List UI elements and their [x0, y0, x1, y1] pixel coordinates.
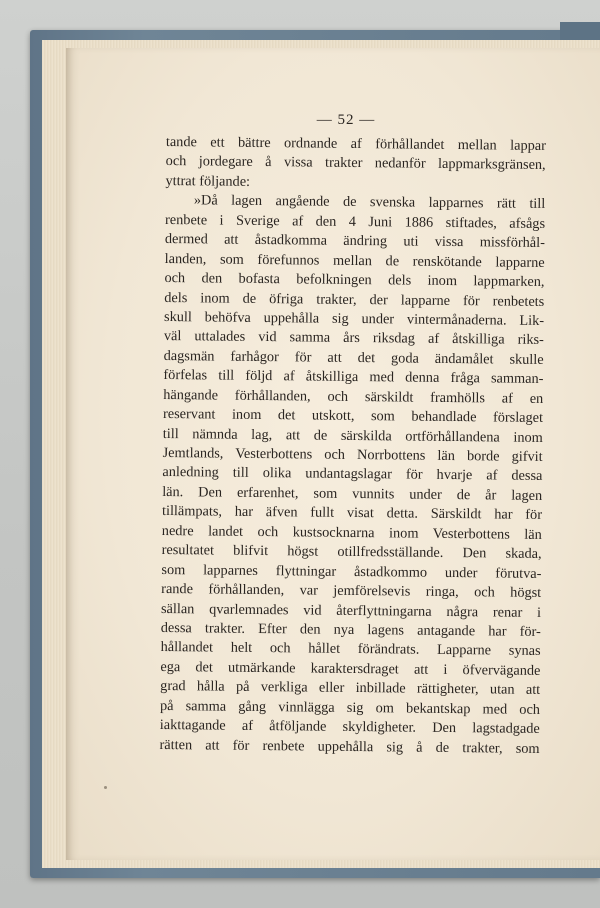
- text-line: dermed att åstadkomma ändring uti vissa missförhål-: [164, 231, 545, 252]
- text-line: grad hålla på verkliga eller inbillade rättigheter, utan att: [160, 678, 541, 699]
- text-line: landen, som förefunnos mellan de renskötande lapparne: [164, 250, 545, 271]
- text-line: till nämnda lag, att de särskilda ortförhållandena inom: [162, 425, 543, 446]
- text-line: yttrat följande:: [165, 172, 251, 190]
- text-line: sällan qvarlemnades vid återflyttningarna några renar i: [160, 600, 542, 621]
- text-line: och den bofasta befolkningen dels inom lappmarken,: [164, 270, 545, 291]
- text-line: iakttagande af åtföljande skyldigheter. Den lagstadgade: [159, 717, 540, 738]
- text-line: nedre landet och kustsocknarna inom Vesterbottens län: [161, 522, 542, 543]
- text-line: på samma gång vinnlägga sig om bekantskap med och: [159, 697, 541, 718]
- text-line: som lapparnes flyttningar åstadkommo under förutva-: [161, 561, 542, 582]
- text-line: reservant inom det utskott, som behandlade förslaget: [162, 406, 544, 427]
- text-line: dessa trakter. Efter den nya lagens antagande har för-: [160, 619, 541, 640]
- text-line: resultatet blifvit högst otillfredsställande. Den skada,: [161, 542, 542, 563]
- page-number: — 52 —: [316, 112, 376, 128]
- text-line: rätten att för renbete uppehålla sig å de trakter, som: [159, 736, 540, 757]
- text-line: förfelas till följd af åtskilliga med denna fråga samman-: [163, 367, 544, 388]
- text-line: väl uttalades vid samma års riksdag af åtskilliga riks-: [163, 328, 544, 349]
- text-line: rande förhållanden, var jemförelsevis ringa, och högst: [161, 581, 542, 602]
- text-line: ega det utmärkande karaktersdraget att i öfvervägande: [160, 658, 541, 679]
- text-line: skull behöfva uppehålla sig under vintermånaderna. Lik-: [163, 308, 545, 329]
- text-line: tande ett bättre ordnande af förhållandet mellan lappar: [165, 133, 546, 154]
- text-line: »Då lagen angående de svenska lapparnes rätt till: [193, 192, 546, 213]
- text-line: och jordegare å vissa trakter nedanför lappmarksgränsen,: [165, 153, 546, 174]
- text-line: län. Den erfarenhet, som vunnits under de år lagen: [162, 483, 543, 504]
- text-line: hållandet helt och hållet förändrats. Lapparne synas: [160, 639, 541, 660]
- text-line: dels inom de öfriga trakter, der lapparne för renbetets: [164, 289, 545, 310]
- text-line: anledning till olika undantagslagar för hvarje af dessa: [162, 464, 543, 485]
- body-text: [159, 133, 545, 759]
- text-line: Jemtlands, Vesterbottens och Norrbottens län borde gifvit: [162, 444, 543, 465]
- paper-speck: [104, 786, 107, 789]
- text-line: dagsmän farhågor för att det goda ändamålet skulle: [163, 347, 544, 368]
- text-line: tillämpats, har äfven fullt visat detta. Särskildt har för: [161, 503, 543, 524]
- text-line: renbete i Sverige af den 4 Juni 1886 stiftades, afsågs: [165, 211, 546, 232]
- text-line: hängande förhållanden, och särskildt framhölls af en: [163, 386, 544, 407]
